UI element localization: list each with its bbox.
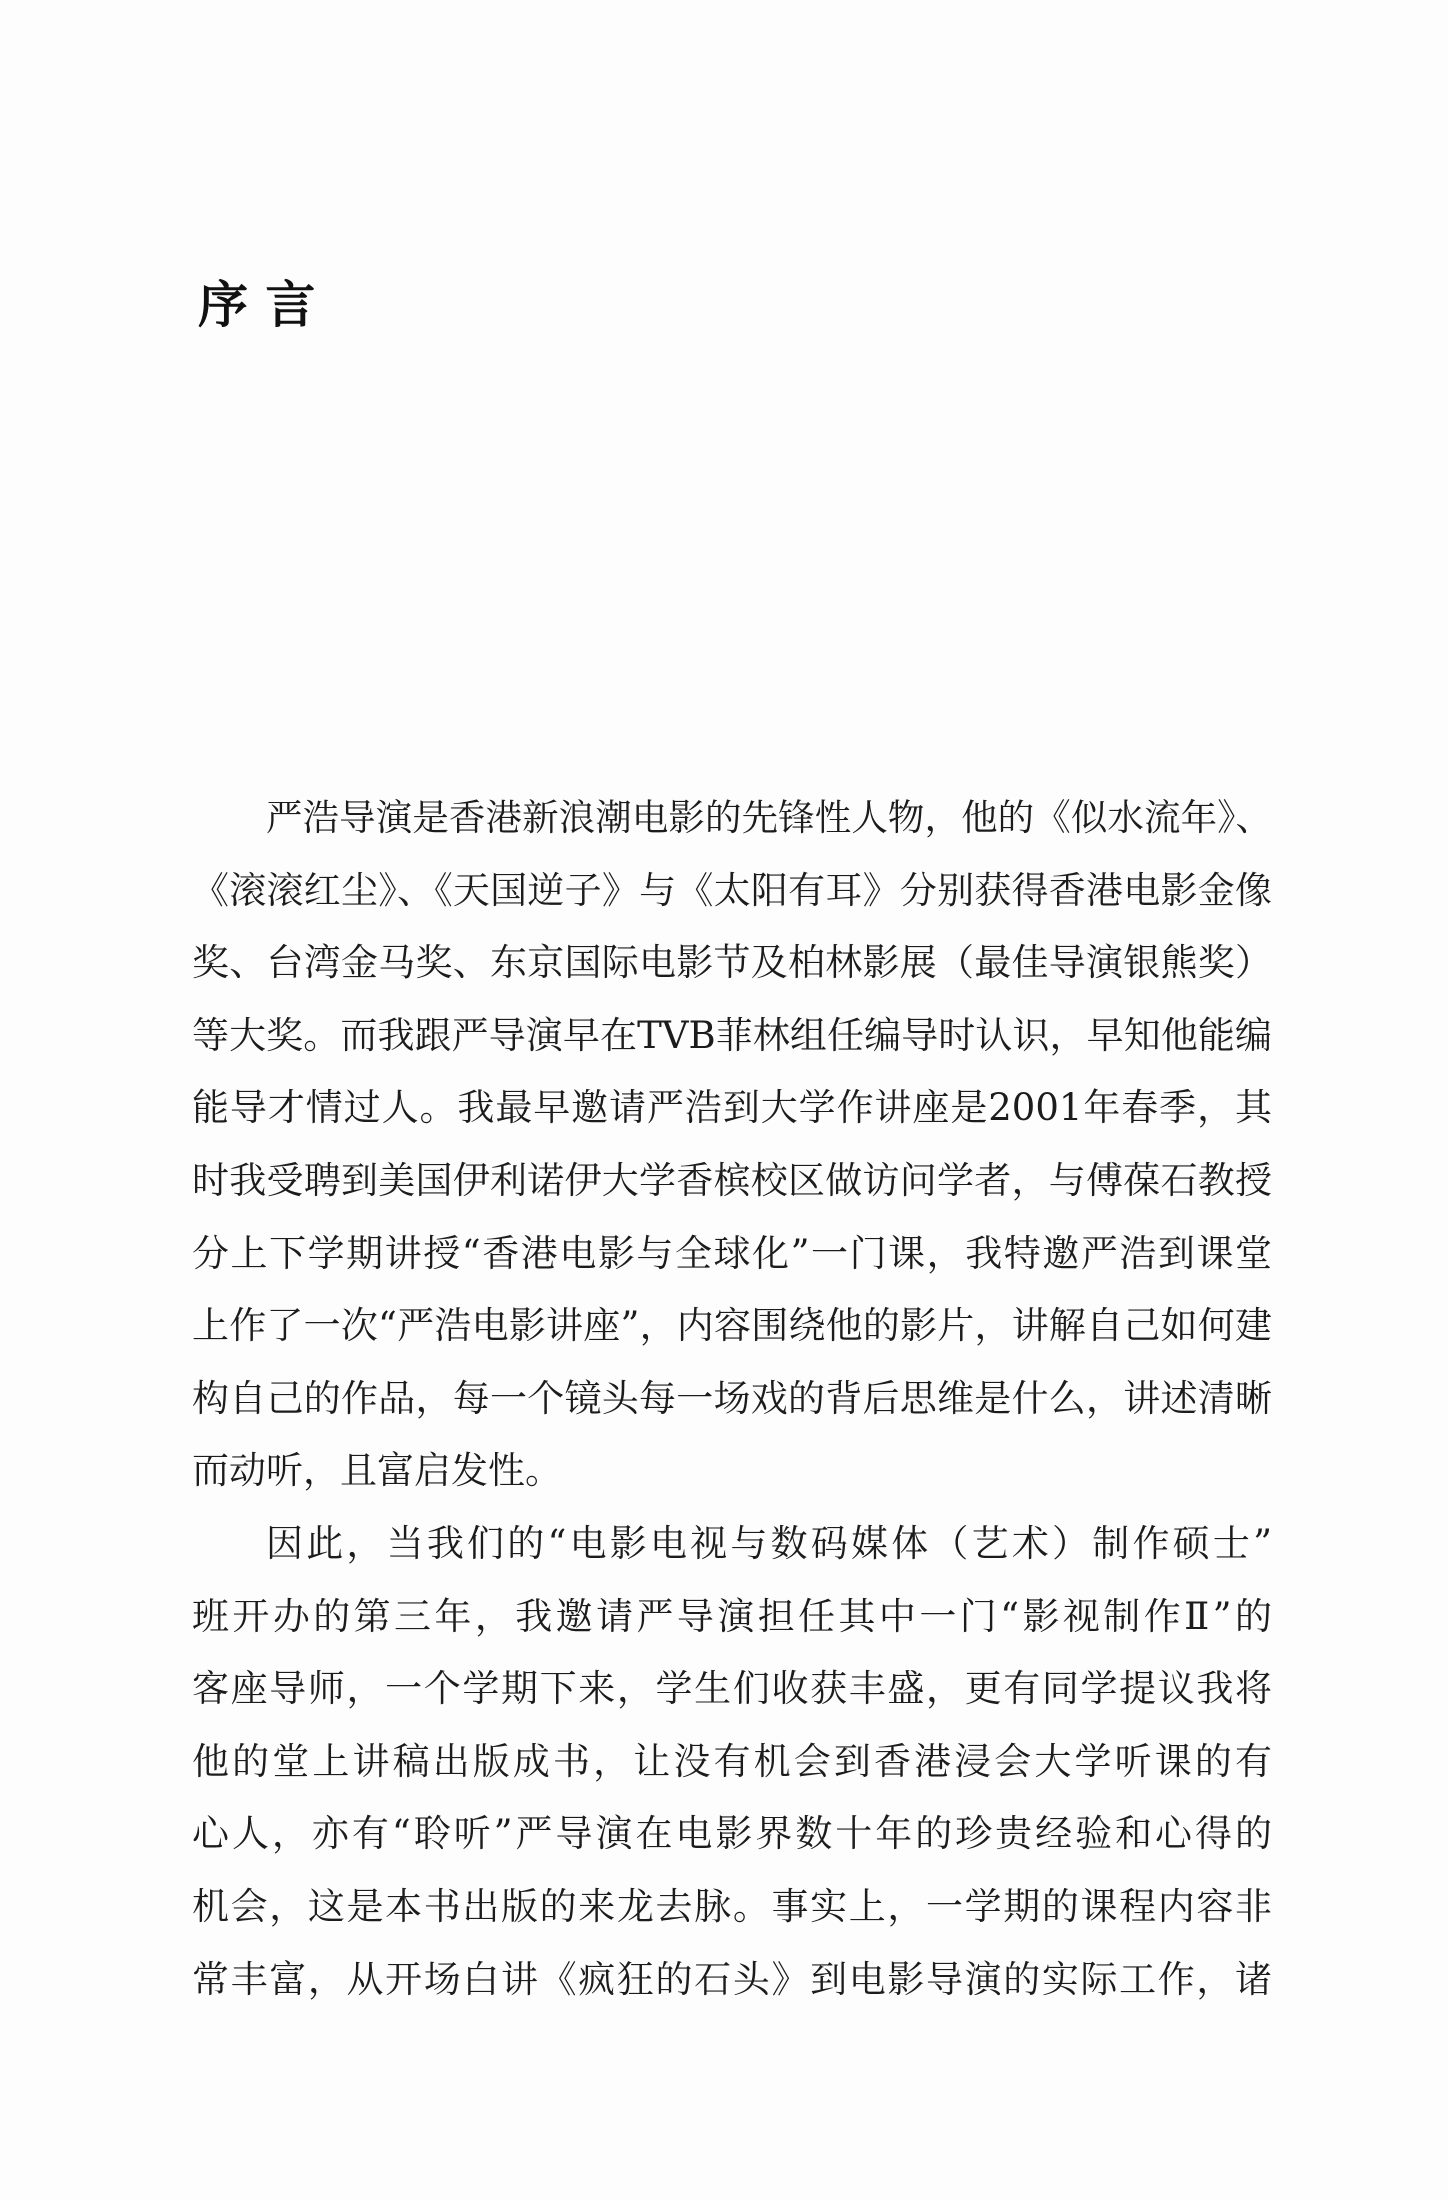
text-line: 机会，这是本书出版的来龙去脉。事实上，一学期的课程内容非 <box>192 1884 1272 1928</box>
text-line: 构自己的作品，每一个镜头每一场戏的背后思维是什么，讲述清晰 <box>192 1376 1272 1420</box>
text-line: 分上下学期讲授“香港电影与全球化”一门课，我特邀严浩到课堂 <box>192 1231 1272 1275</box>
text-line: 客座导师，一个学期下来，学生们收获丰盛，更有同学提议我将 <box>192 1667 1272 1711</box>
text-line: 而动听，且富启发性。 <box>192 1449 562 1493</box>
text-line: 严浩导演是香港新浪潮电影的先锋性人物，他的《似水流年》、 <box>266 796 1272 839</box>
text-line: 等大奖。而我跟严导演早在TVB菲林组任编导时认识，早知他能编 <box>192 1013 1272 1057</box>
text-line: 奖、台湾金马奖、东京国际电影节及柏林影展（最佳导演银熊奖） <box>192 941 1272 985</box>
text-line: 时我受聘到美国伊利诺伊大学香槟校区做访问学者，与傅葆石教授 <box>192 1158 1272 1202</box>
page-title: 序 言 <box>198 275 316 334</box>
body-text <box>192 782 1272 2016</box>
text-line: 他的堂上讲稿出版成书，让没有机会到香港浸会大学听课的有 <box>192 1739 1272 1783</box>
text-line: 因此，当我们的“电影电视与数码媒体（艺术）制作硕士” <box>266 1521 1272 1565</box>
text-line: 心人，亦有“聆听”严导演在电影界数十年的珍贵经验和心得的 <box>192 1812 1272 1856</box>
text-line: 班开办的第三年，我邀请严导演担任其中一门“影视制作Ⅱ”的 <box>192 1594 1272 1638</box>
text-line: 《滚滚红尘》、《天国逆子》与《太阳有耳》分别获得香港电影金像 <box>192 868 1272 912</box>
text-line: 常丰富，从开场白讲《疯狂的石头》到电影导演的实际工作，诸 <box>192 1957 1272 2001</box>
text-line: 能导才情过人。我最早邀请严浩到大学作讲座是2001年春季，其 <box>192 1086 1272 1130</box>
text-line: 上作了一次“严浩电影讲座”，内容围绕他的影片，讲解自己如何建 <box>192 1304 1272 1348</box>
